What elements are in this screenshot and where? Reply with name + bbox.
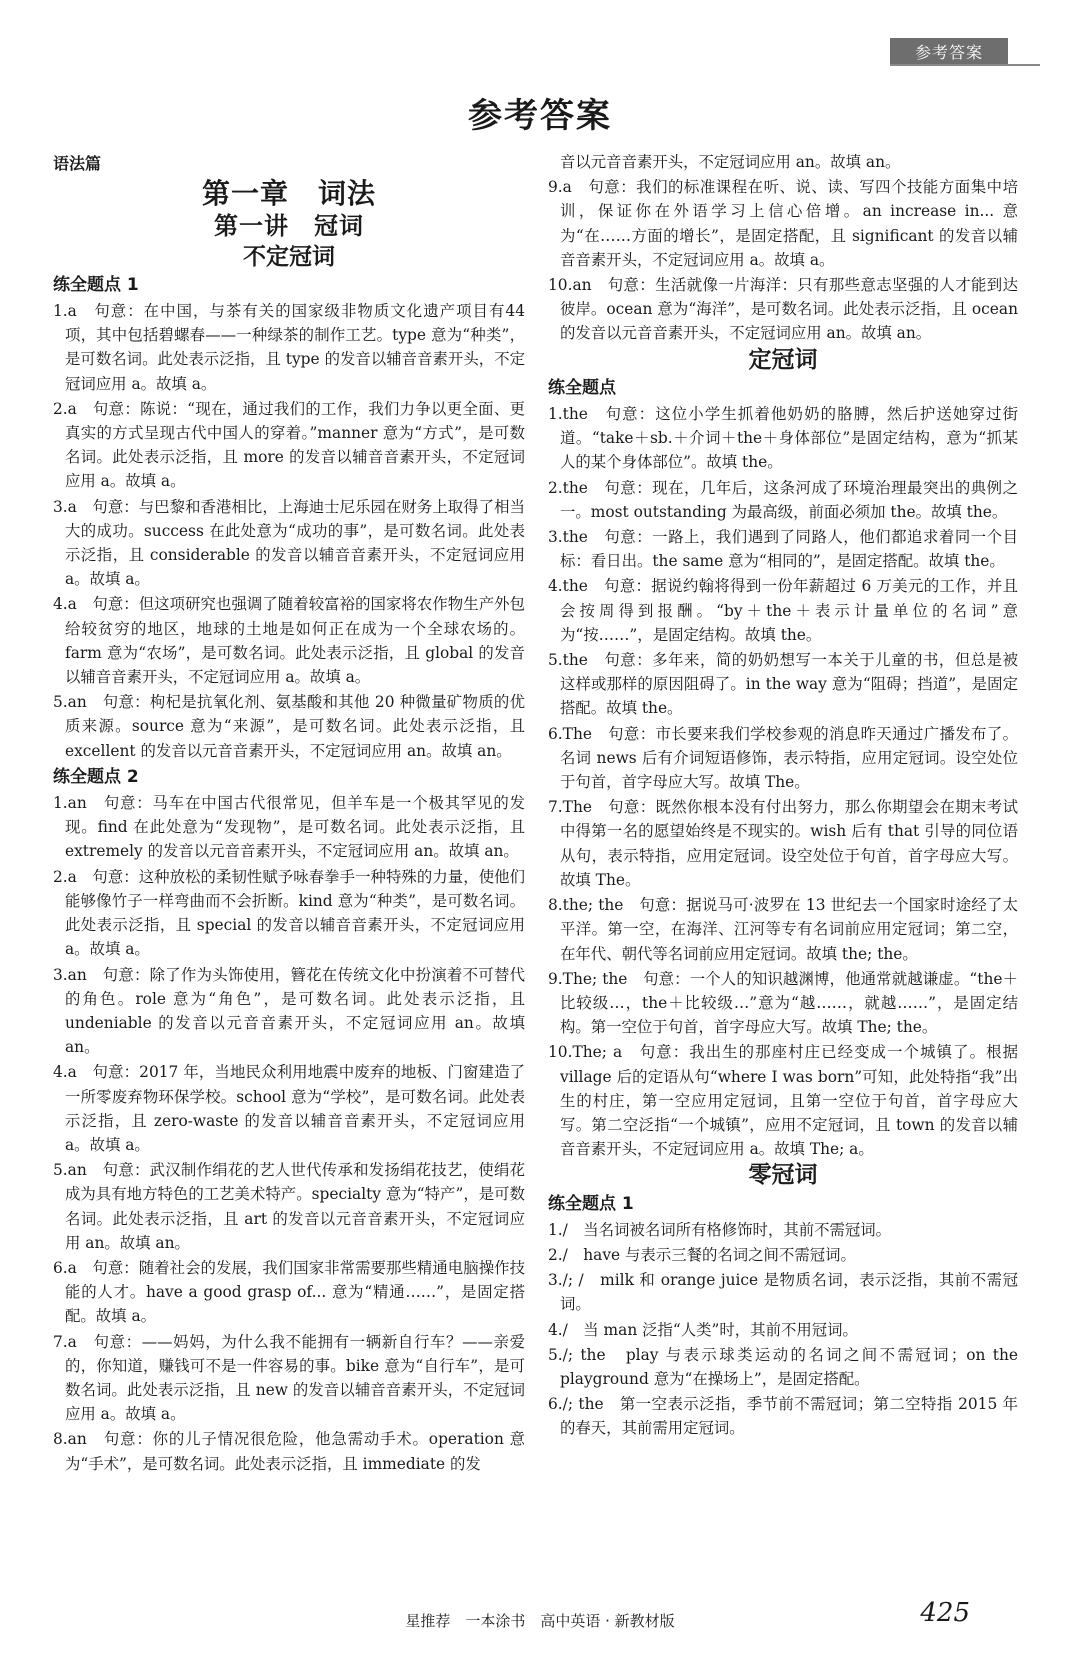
answer-item: 9.The; the 句意：一个人的知识越渊博，他通常就越谦虚。“the＋比较级…，the＋比较级…”意为“越……，就越……”，是固定结构。第一空位于句首，首字母应大写。故填 The; the。 (548, 969, 1018, 1037)
answer-item: 4.a 句意：2017 年，当地民众利用地震中废弃的地板、门窗建造了一所零废弃物环保学校。school 意为“学校”，是可数名词。此处表示泛指，且 zero-waste 的发音以辅音音素开头，不定冠词应用 a。故填 a。 (53, 1063, 525, 1154)
answer-item: 5.an 句意：枸杞是抗氧化剂、氨基酸和其他 20 种微量矿物质的优质来源。source 意为“来源”，是可数名词。此处表示泛指，且 excellent 的发音以元音音素开头，不定冠词应用 an。故填 an。 (53, 693, 525, 760)
right-column (548, 150, 1018, 1442)
answer-item: 6.The 句意：市长要来我们学校参观的消息昨天通过广播发布了。名词 news 后有介词短语修饰，表示特指，应用定冠词。设空处位于句首，首字母应大写。故填 The。 (548, 724, 1018, 792)
topic-heading-zero: 零冠词 (748, 1161, 818, 1189)
lecture-heading: 第一讲 冠词 (214, 211, 364, 241)
practice-heading-2: 练全题点 2 (53, 766, 139, 787)
answer-item: 6./; the 第一空表示泛指，季节前不需冠词；第二空特指 2015 年的春天，其前需用定冠词。 (548, 1395, 1018, 1438)
practice-heading-1: 练全题点 1 (53, 274, 139, 295)
corner-divider (890, 64, 1040, 66)
answer-item: 8.an 句意：你的儿子情况很危险，他急需动手术。operation 意为“手术”，是可数名词。此处表示泛指，且 immediate 的发 (53, 1430, 525, 1473)
answer-item: 5./; the play 与表示球类运动的名词之间不需冠词；on the playground 意为“在操场上”，是固定搭配。 (548, 1345, 1018, 1388)
answer-item: 4./ 当 man 泛指“人类”时，其前不用冠词。 (548, 1320, 858, 1339)
answer-item: 7.a 句意：——妈妈，为什么我不能拥有一辆新自行车？——亲爱的，你知道，赚钱可不是一件容易的事。bike 意为“自行车”，是可数名词。此处表示泛指，且 new 的发音以辅音音素开头，不定冠词应用 a。故填 a。 (53, 1332, 525, 1424)
answer-item: 4.the 句意：据说约翰将得到一份年薪超过 6 万美元的工作，并且会按周得到报酬。“by＋the＋表示计量单位的名词”意为“按……”，是固定结构。故填 the。 (548, 577, 1018, 644)
corner-section-tab: 参考答案 (890, 38, 1008, 64)
chapter-heading: 第一章 词法 (201, 177, 376, 211)
answer-item: 3.the 句意：一路上，我们遇到了同路人，他们都追求着同一个目标：看日出。the same 意为“相同的”，是固定搭配。故填 the。 (548, 528, 1018, 571)
answer-item: 2.a 句意：这种放松的柔韧性赋予咏春拳手一种特殊的力量，使他们能够像竹子一样弯曲而不会折断。kind 意为“种类”，是可数名词。此处表示泛指，且 special 的发音以辅音音素开头，不定冠词应用 a。故填 a。 (53, 867, 525, 959)
left-column (53, 150, 525, 1477)
answer-item: 6.a 句意：随着社会的发展，我们国家非常需要那些精通电脑操作技能的人才。have a good grasp of... 意为“精通……”，是固定搭配。故填 a。 (53, 1258, 525, 1326)
answer-item: 2.the 句意：现在，几年后，这条河成了环境治理最突出的典例之一。most outstanding 为最高级，前面必须加 the。故填 the。 (548, 478, 1018, 521)
topic-heading-indefinite: 不定冠词 (243, 242, 335, 270)
answer-item: 1.a 句意：在中国，与茶有关的国家级非物质文化遗产项目有44项，其中包括碧螺春——一种绿茶的制作工艺。type 意为“种类”，是可数名词。此处表示泛指，且 type 的发音以辅音音素开头，不定冠词应用 a。故填 a。 (53, 302, 525, 393)
answer-item: 1.the 句意：这位小学生抓着他奶奶的胳膊，然后护送她穿过街道。“take＋sb.＋介词＋the＋身体部位”是固定结构，意为“抓某人的某个身体部位”。故填 the。 (548, 405, 1018, 472)
answer-item: 4.a 句意：但这项研究也强调了随着较富裕的国家将农作物生产外包给较贫穷的地区，地球的土地是如何正在成为一个全球农场的。farm 意为“农场”，是可数名词。此处表示泛指，且 global 的发音以辅音音素开头，不定冠词应用 a。故填 a。 (53, 595, 525, 687)
answer-item: 2./ have 与表示三餐的名词之间不需冠词。 (548, 1245, 856, 1264)
answer-item: 2.a 句意：陈说：“现在，通过我们的工作，我们力争以更全面、更真实的方式呈现古代中国人的穿着。”manner 意为“方式”，是可数名词。此处表示泛指，且 more 的发音以辅音音素开头，不定冠词应用 a。故填 a。 (53, 399, 525, 491)
page-title: 参考答案 (468, 96, 612, 136)
answer-item: 10.an 句意：生活就像一片海洋：只有那些意志坚强的人才能到达彼岸。ocean 意为“海洋”，是可数名词。此处表示泛指，且 ocean 的发音以元音音素开头，不定冠词应用 an。故填 an。 (548, 276, 1018, 343)
practice-heading-zero: 练全题点 1 (548, 1193, 634, 1214)
practice-heading-definite: 练全题点 (548, 377, 616, 398)
footer-text: 星推荐 一本涂书 高中英语 · 新教材版 (405, 1612, 675, 1630)
answer-item: 3.a 句意：与巴黎和香港相比，上海迪士尼乐园在财务上取得了相当大的成功。success 在此处意为“成功的事”，是可数名词。此处表示泛指，且 considerable 的发音以辅音音素开头，不定冠词应用 a。故填 a。 (53, 497, 525, 589)
section-label: 语法篇 (53, 154, 102, 173)
answer-item: 5.an 句意：武汉制作绢花的艺人世代传承和发扬绢花技艺，使绢花成为具有地方特色的工艺美术特产。specialty 意为“特产”，是可数名词。此处表示泛指，且 art 的发音以元音音素开头，不定冠词应用 an。故填 an。 (53, 1161, 525, 1252)
answer-item: 8.the; the 句意：据说马可·波罗在 13 世纪去一个国家时途经了太平洋。第一空，在海洋、江河等专有名词前应用定冠词；第二空，在年代、朝代等名词前应用定冠词。故填 the; the。 (548, 896, 1018, 963)
answer-item: 10.The; a 句意：我出生的那座村庄已经变成一个城镇了。根据 village 后的定语从句“where I was born”可知，此处特指“我”出生的村庄，第一空应用定冠词，且第一空位于句首，首字母应大写。第二空泛指“一个城镇”，应用不定冠词，且 town 的发音以辅音音素开头，不定冠词应用 a。故填 The; a。 (548, 1043, 1018, 1159)
answer-item: 9.a 句意：我们的标准课程在听、说、读、写四个技能方面集中培训，保证你在外语学习上信心倍增。an increase in... 意为“在……方面的增长”，是固定搭配，且 significant 的发音以辅音音素开头，不定冠词应用 a。故填 a。 (548, 178, 1018, 269)
answer-item: 5.the 句意：多年来，简的奶奶想写一本关于儿童的书，但总是被这样或那样的原因阻碍了。in the way 意为“阻碍；挡道”，是固定搭配。故填 the。 (548, 651, 1018, 718)
page-number: 425 (920, 1598, 970, 1628)
answer-item: 7.The 句意：既然你根本没有付出努力，那么你期望会在期末考试中得第一名的愿望始终是不现实的。wish 后有 that 引导的同位语从句，表示特指，应用定冠词。设空处位于句首，首字母应大写。故填 The。 (548, 798, 1018, 889)
answer-item-continued: 音以元音音素开头，不定冠词应用 an。故填 an。 (560, 153, 901, 171)
answer-item: 3.an 句意：除了作为头饰使用，簪花在传统文化中扮演着不可替代的角色。role 意为“角色”，是可数名词。此处表示泛指，且 undeniable 的发音以元音音素开头，不定冠词应用 an。故填 an。 (53, 965, 525, 1057)
answer-item: 1./ 当名词被名词所有格修饰时，其前不需冠词。 (548, 1220, 892, 1239)
topic-heading-definite: 定冠词 (748, 345, 818, 373)
answer-item: 1.an 句意：马车在中国古代很常见，但羊车是一个极其罕见的发现。find 在此处意为“发现物”，是可数名词。此处表示泛指，且 extremely 的发音以元音音素开头，不定冠词应用 an。故填 an。 (53, 794, 525, 861)
answer-item: 3./; / milk 和 orange juice 是物质名词，表示泛指，其前不需冠词。 (548, 1271, 1018, 1314)
